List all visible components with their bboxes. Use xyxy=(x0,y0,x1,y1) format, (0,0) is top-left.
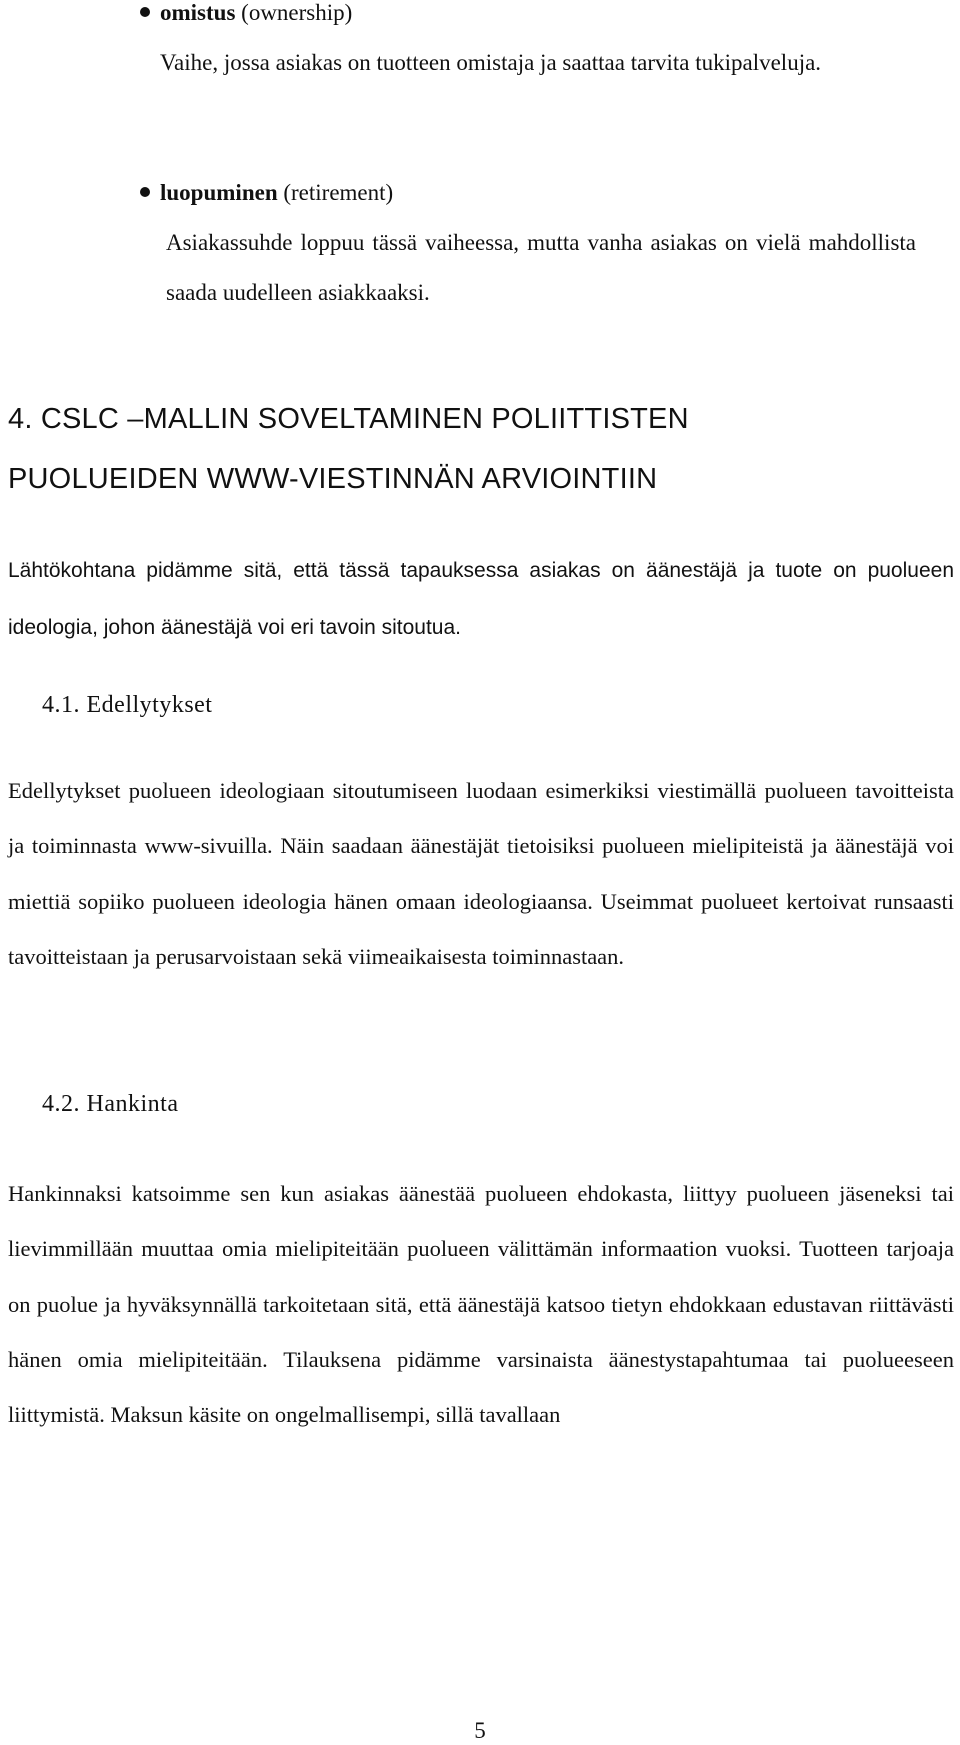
bullet-term: luopuminen xyxy=(160,180,278,205)
bullet-heading xyxy=(160,0,950,38)
section-heading-line-1: 4. CSLC –MALLIN SOVELTAMINEN POLIITTISTEN xyxy=(8,403,689,435)
bullet-term: omistus xyxy=(160,0,236,25)
page-number: 5 xyxy=(474,1718,486,1743)
bullet-heading xyxy=(160,168,950,218)
bullet-item-retirement xyxy=(160,168,950,318)
section-4-1-paragraph: Edellytykset puolueen ideologiaan sitoutumiseen luodaan esimerkiksi viestimällä puolueen tavoitteista ja toiminnasta www-sivuilla. Näin saadaan äänestäjät tietoisiksi puolueen mielipiteistä ja äänestäjä voi miettiä sopiiko puolueen ideologia hänen omaan ideologiaansa. Useimmat puolueet kertoivat runsaasti tavoitteistaan ja perusarvoistaan sekä viimeaikaisesta toiminnastaan. xyxy=(8,778,954,969)
section-4-2-paragraph: Hankinnaksi katsoimme sen kun asiakas äänestää puolueen ehdokasta, liittyy puolueen jäseneksi tai lievimmillään muuttaa omia mielipiteitään puolueen välittämän informaation vuoksi. Tuotteen tarjoaja on puolue ja hyväksynnällä tarkoitetaan sitä, että äänestäjä katsoo tietyn ehdokkaan edustavan riittävästi hänen omia mielipiteitään. Tilauksena pidämme varsinaista äänestystapahtumaa tai puolueeseen liittymistä. Maksun käsite on ongelmallisempi, sillä tavallaan xyxy=(8,1181,954,1428)
section-4-intro: Lähtökohtana pidämme sitä, että tässä tapauksessa asiakas on äänestäjä ja tuote on puolueen ideologia, johon äänestäjä voi eri tavoin sitoutua. xyxy=(8,559,954,639)
bullet-term-note: (retirement) xyxy=(283,180,394,205)
section-heading-line-2: PUOLUEIDEN WWW-VIESTINNÄN ARVIOINTIIN xyxy=(8,463,658,495)
bullet-text: Asiakassuhde loppuu tässä vaiheessa, mutta vanha asiakas on vielä mahdollista saada uudelleen asiakkaaksi. xyxy=(166,230,916,305)
bullet-item-ownership xyxy=(160,0,950,88)
bullet-dot-icon xyxy=(140,7,150,17)
bullet-text: Vaihe, jossa asiakas on tuotteen omistaja ja saattaa tarvita tukipalveluja. xyxy=(160,50,822,75)
bullet-dot-icon xyxy=(140,187,150,197)
section-heading-4 xyxy=(8,389,948,509)
section-heading-4-1: 4.1. Edellytykset xyxy=(42,692,213,718)
section-heading-4-2: 4.2. Hankinta xyxy=(42,1091,179,1117)
bullet-term-note: (ownership) xyxy=(241,0,353,25)
